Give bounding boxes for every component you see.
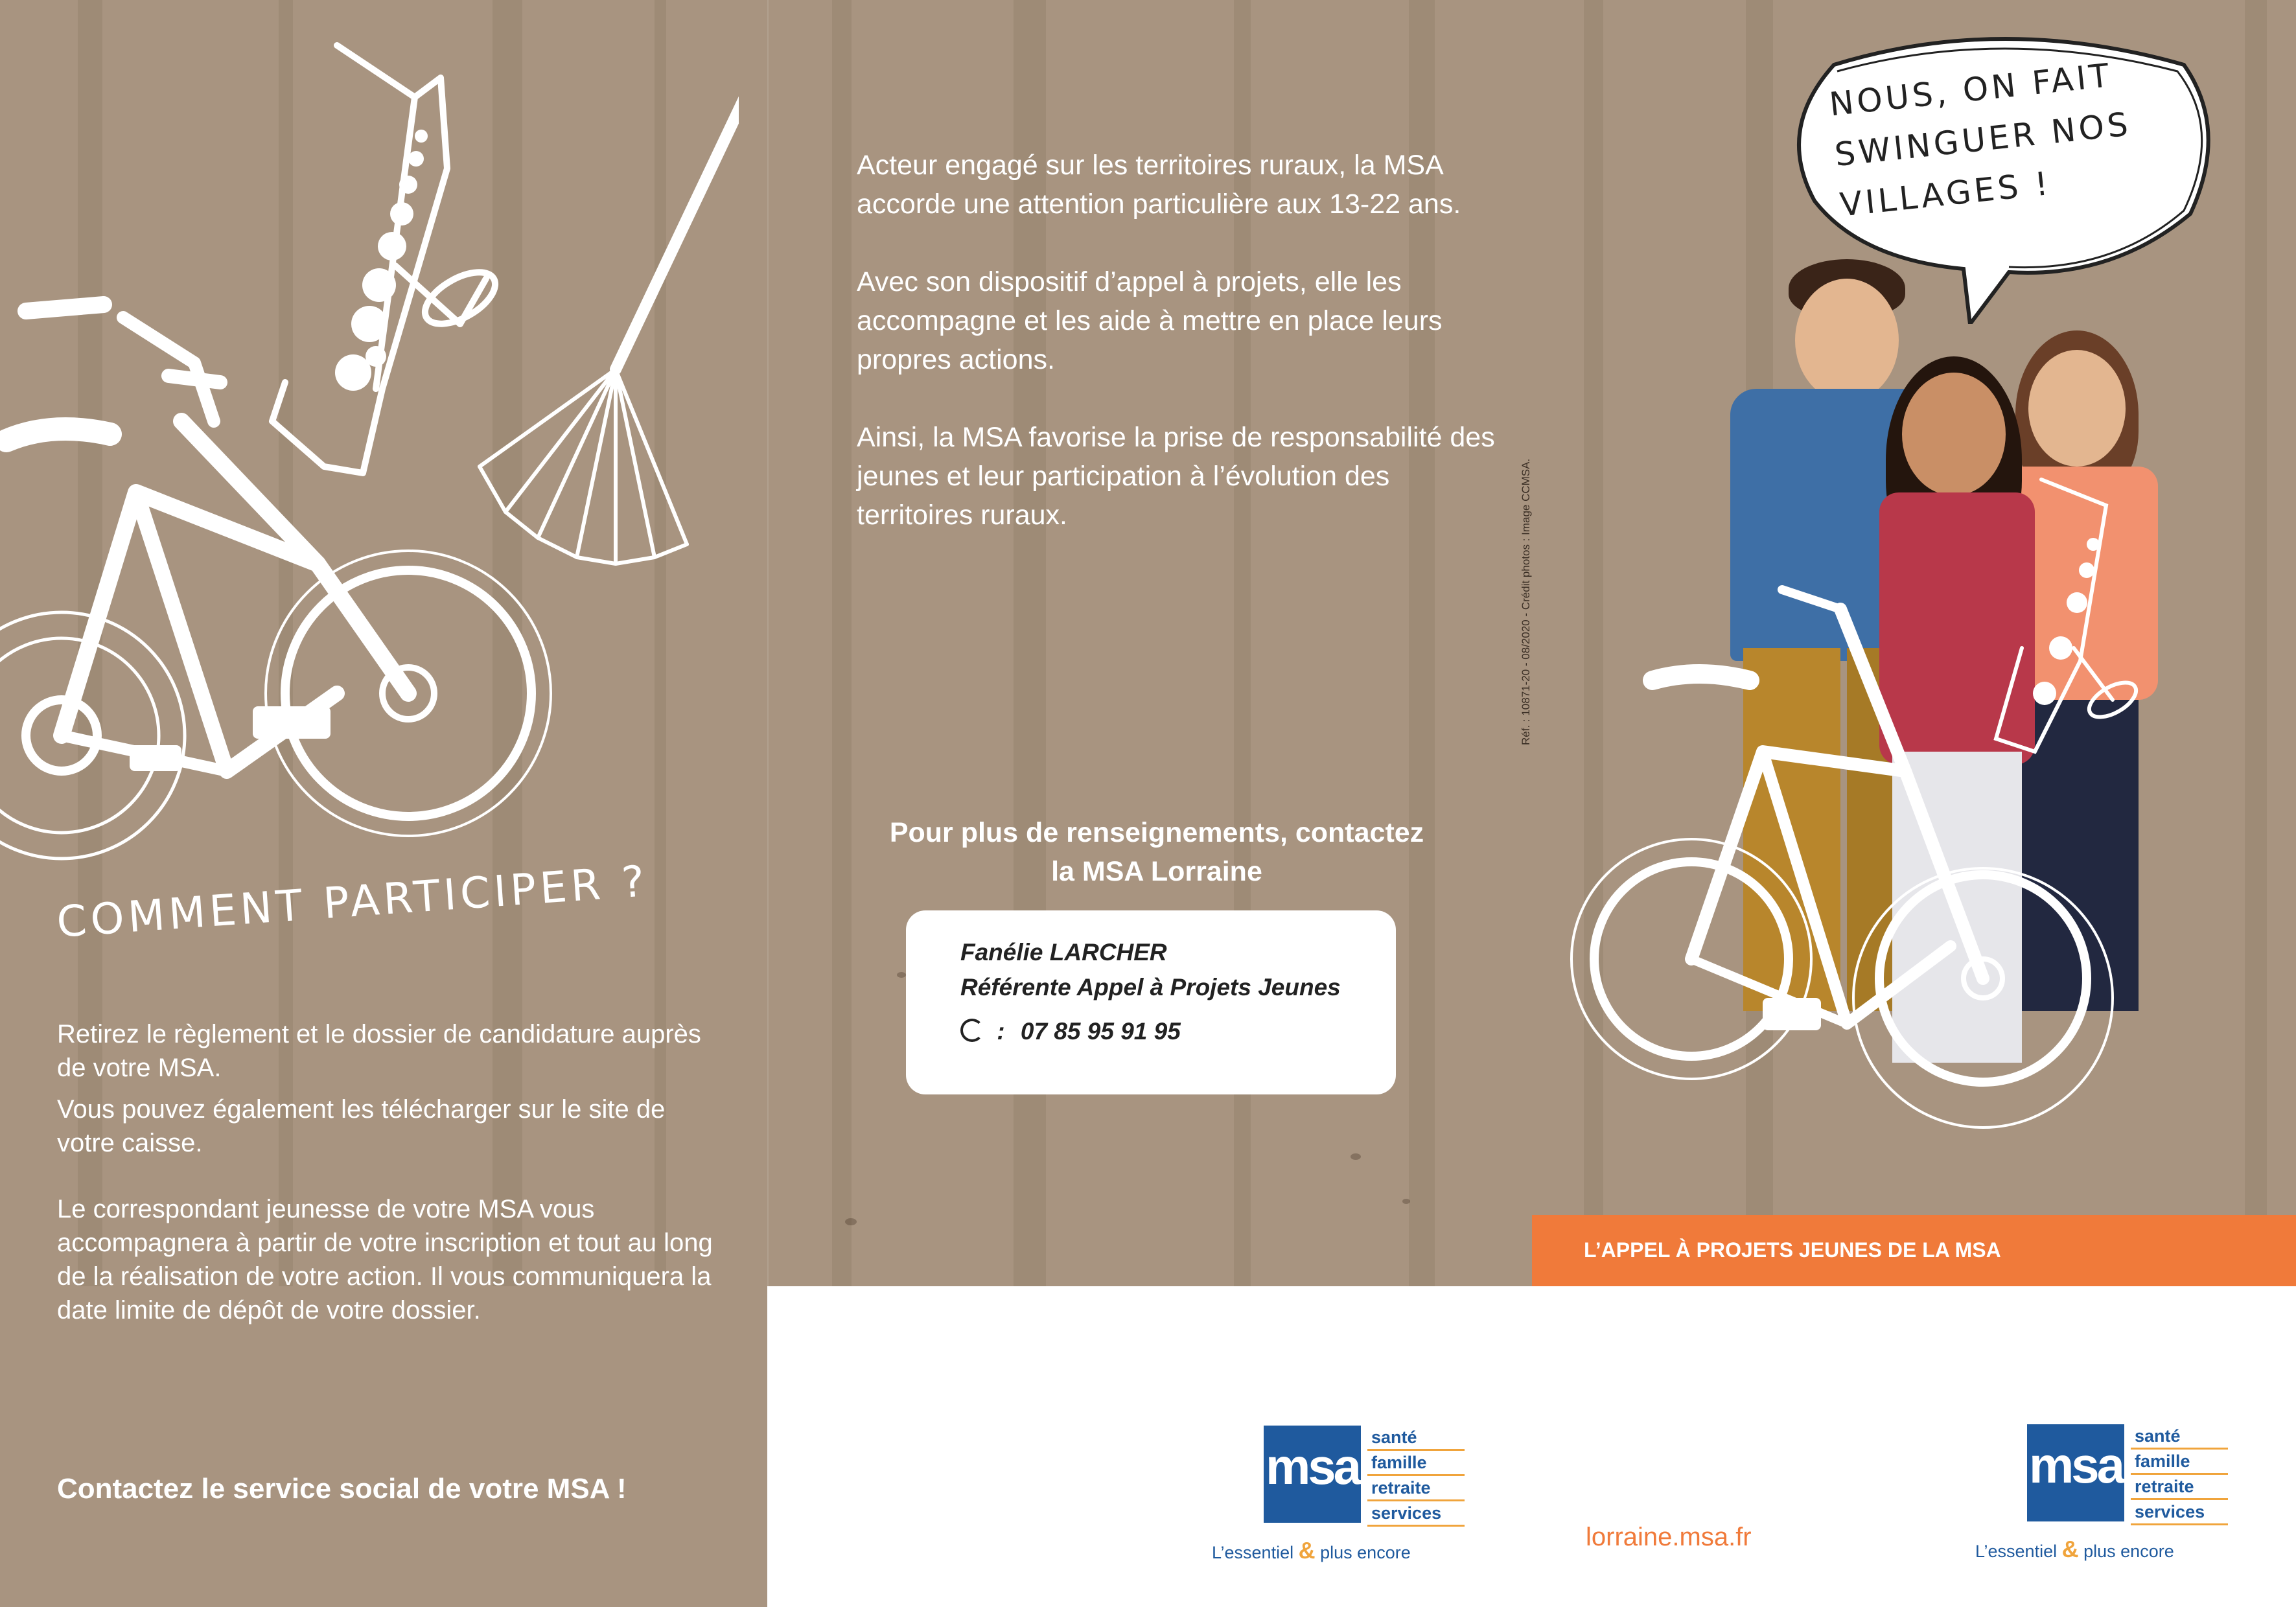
- contact-card: [906, 910, 1396, 1094]
- credit-text: Réf. : 10871-20 - 08/2020 - Crédit photos : Image CCMSA.: [1520, 458, 1532, 745]
- logo-tagline: [1975, 1536, 2174, 1563]
- speck: [897, 972, 906, 978]
- msa-logo-mark: [2027, 1424, 2124, 1521]
- logo-line: retraite: [2131, 1475, 2228, 1500]
- logo-line: retraite: [1367, 1476, 1465, 1501]
- logo-line: services: [2131, 1500, 2228, 1525]
- tagline-part: plus encore: [2083, 1542, 2174, 1561]
- paragraph: Acteur engagé sur les territoires ruraux, la MSA accorde une attention particulière aux 13-22 ans.: [857, 150, 1461, 220]
- tagline-part: L’essentiel: [1975, 1542, 2058, 1561]
- msa-logo-mark: [1264, 1426, 1361, 1523]
- paragraph: Vous pouvez également les télécharger sur le site de votre caisse.: [57, 1095, 666, 1157]
- logo-lines: [2131, 1424, 2228, 1525]
- wood-grain: [2245, 0, 2267, 1286]
- logo-line: services: [1367, 1501, 1465, 1527]
- logo-line: famille: [2131, 1450, 2228, 1475]
- logo-line: famille: [1367, 1451, 1465, 1476]
- contact-name: Fanélie LARCHER: [960, 939, 1167, 965]
- speck: [1351, 1153, 1361, 1160]
- participation-text: [57, 1017, 718, 1327]
- paragraph: Retirez le règlement et le dossier de candidature auprès de votre MSA.: [57, 1020, 701, 1082]
- tagline-amp: &: [1298, 1537, 1316, 1564]
- contact-heading: Pour plus de renseignements, contactez la MSA Lorraine: [889, 817, 1424, 887]
- logo-letters: msa: [2028, 1437, 2123, 1494]
- fold-line: [767, 0, 769, 1286]
- intro-text: [857, 146, 1505, 573]
- panel-left: [0, 0, 767, 1607]
- logo-line: santé: [1367, 1426, 1465, 1451]
- paragraph: Ainsi, la MSA favorise la prise de responsabilité des jeunes et leur participation à l’évolution des territoires ruraux.: [857, 422, 1495, 531]
- contact-phone-row: [960, 1018, 1181, 1045]
- face: [2028, 350, 2126, 467]
- face: [1795, 279, 1899, 402]
- wood-grain: [832, 0, 852, 1286]
- logo-line: santé: [2131, 1424, 2228, 1450]
- speech-bubble-text: NOUS, ON FAIT SWINGUER NOS VILLAGES !: [1827, 56, 2133, 224]
- paragraph: Avec son dispositif d’appel à projets, elle les accompagne et les aide à mettre en place leurs propres actions.: [857, 266, 1443, 375]
- phone-prefix: :: [997, 1018, 1005, 1045]
- banner-text: L’APPEL À PROJETS JEUNES DE LA MSA: [1584, 1238, 2001, 1262]
- tagline-part: plus encore: [1320, 1543, 1411, 1562]
- contact-role: Référente Appel à Projets Jeunes: [960, 974, 1341, 1000]
- phone-icon: [960, 1019, 984, 1042]
- logo-tagline: [1212, 1537, 1411, 1564]
- logo-lines: [1367, 1426, 1465, 1527]
- saxophone-illustration: [1983, 467, 2151, 778]
- website-link[interactable]: lorraine.msa.fr: [1586, 1523, 1752, 1551]
- speck: [845, 1218, 857, 1225]
- tagline-part: L’essentiel: [1212, 1543, 1294, 1562]
- paragraph: Le correspondant jeunesse de votre MSA vous accompagnera à partir de votre inscription et tout au long de la réalisation de votre action. Il vous communiquera la date limite de dépôt de votre dossier.: [57, 1195, 713, 1324]
- phone-number[interactable]: 07 85 95 91 95: [1020, 1018, 1181, 1045]
- cta-text: Contactez le service social de votre MSA !: [57, 1473, 627, 1505]
- logo-letters: msa: [1265, 1438, 1360, 1495]
- tagline-amp: &: [2061, 1536, 2079, 1562]
- cover-banner: [1532, 1215, 2296, 1286]
- speck: [1402, 1199, 1410, 1204]
- rake-illustration: [467, 0, 739, 583]
- section-heading: COMMENT PARTICIPER ?: [55, 856, 650, 947]
